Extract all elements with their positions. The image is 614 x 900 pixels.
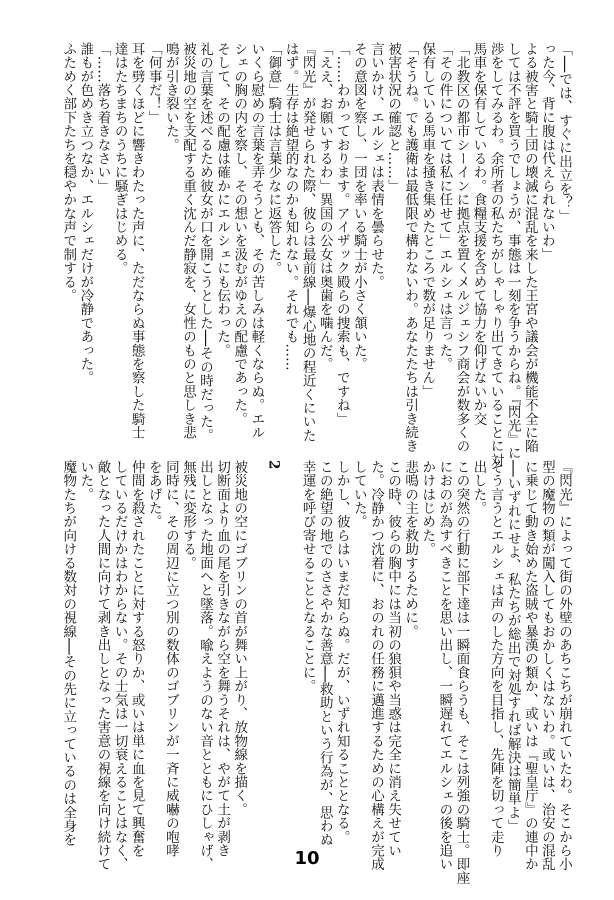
- text-line: 鳴が引き裂いた。: [162, 42, 179, 152]
- top-text-block: [60, 42, 572, 467]
- text-line: [281, 460, 298, 838]
- text-line: 型の魔物の類が闖入してもおかしくはないわ。或いは、治安の混乱: [538, 460, 555, 871]
- text-line: 被災地の空を支配する重く沈んだ静寂を、女性のものと思しき悲: [179, 42, 196, 440]
- text-line: 誰もが色めき立つなか、エルシェだけが冷静であった。: [77, 42, 94, 385]
- text-line: いくら慰めの言葉を弄そうとも、その苦しみは軽くならぬ。エル: [248, 42, 265, 440]
- text-line: 「ええ、お願いするわ」異国の公女は奥歯を噛んだ。: [316, 42, 333, 371]
- text-line: 「御意」騎士は言葉少なに返答した。: [265, 42, 282, 275]
- text-line: しているだけかはわからない。その士気は一切衰えることはなく、: [111, 460, 128, 871]
- text-line: シェの胸の内を察し、その想いを汲むがゆえの配慮であった。: [231, 42, 248, 426]
- text-line: 達はたちまちのうちに騒ぎはじめる。: [111, 42, 128, 275]
- text-line: かけはじめた。: [419, 460, 436, 556]
- text-line: しかし、彼らはいまだ知らぬ。だが、いずれ知ることとなる。: [333, 460, 350, 844]
- page-number: 10: [294, 848, 320, 869]
- text-line: をあげた。: [145, 460, 162, 529]
- text-line: 『閃光』が発せられた際、彼らは最前線──爆心地の程近くにいた: [299, 42, 316, 443]
- text-line: いた。: [77, 460, 94, 502]
- text-line: よる被害と騎士団の壊滅に混乱を来した王宮や議会が機能不全に陥: [521, 42, 538, 453]
- text-line: 馬車を保有しているわ。食糧支援を含めて協力を仰げないか交: [470, 42, 487, 426]
- text-line: 同時に、その周辺に立つ別の数体のゴブリンが一斉に威嚇の咆哮: [162, 460, 179, 858]
- text-line: していた。: [350, 460, 367, 529]
- text-line: この絶望の地でのささやかな善意──救助という行為が、思わぬ: [316, 460, 333, 847]
- text-line: この突然の行動に部下達は一瞬面食らうも、そこは列強の騎士。即座: [453, 460, 470, 885]
- text-line: 被害状況の確認と……」: [385, 42, 402, 193]
- text-line: におのが為すべきことを思い出し、一瞬遅れてエルシェの後を追い: [436, 460, 453, 871]
- text-line: 被災地の空にゴブリンの首が舞い上がり、放物線を描く。: [231, 460, 248, 817]
- text-line: はず。生存は絶望的なのかも知れない。それでも……: [282, 42, 299, 371]
- text-line: 「……落ち着きなさい」: [94, 42, 111, 193]
- text-line: 渉をしてみるわ。余所者の私たちがしゃしゃり出てきていることに対: [487, 42, 504, 467]
- text-line: 「何事だ！」: [145, 42, 162, 125]
- text-line: 言いかけ、エルシェは表情を曇らせた。: [367, 42, 384, 289]
- text-line: 敵となった人間に向けて剥き出しとなった害意の視線を向け続けて: [94, 460, 111, 871]
- text-line: 保有している馬車を掻き集めたところで数が足りません」: [419, 42, 436, 399]
- text-line: った今、背に腹は代えられないわ」: [538, 42, 555, 262]
- text-line: 切断面より血の尾を引きながら空を舞うそれは、やがて土が剥き: [214, 460, 231, 858]
- text-line: その意図を察し、一団を率いる騎士が小さく頷いた。: [350, 42, 367, 371]
- text-line: 出した。: [470, 460, 487, 515]
- text-line: そう言うとエルシェは声のした方向を目指し、先陣を切って走り: [487, 460, 504, 858]
- text-line: た。冷静かつ沈着に、おのれの任務に邁進するための心構えが完成: [367, 460, 384, 871]
- text-line: 出しとなった地面へと墜落。喩えようのない音とともにひしゃげ、: [197, 460, 214, 871]
- text-line: 幸運を呼び寄せることとなることに。: [299, 460, 316, 693]
- text-line: しては不評を買うでしょうが、事態は一刻を争うからね。『閃光』に: [504, 42, 521, 460]
- text-line: 礼の言葉を述べるため彼女が口を開こうとした──その時だった。: [197, 42, 214, 443]
- text-line: 「その件については私に任せて」エルシェは言った。: [436, 42, 453, 371]
- text-line: ──いずれにせよ、私たちが総出で対処すれば解決は簡単よ」: [504, 460, 521, 833]
- text-line: そして、その配慮は確かにエルシェにも伝わった。: [214, 42, 231, 358]
- text-line: 「……わかっております。アイザック殿らの捜索も、ですね」: [333, 42, 350, 426]
- text-line: 悲鳴の主を救助するために。: [402, 460, 419, 639]
- text-line: 「北教区の都市シーインに拠点を置くメルジェシフ商会が数多くの: [453, 42, 470, 453]
- text-line: に乗じて動き始めた盗賊や暴漢の類か、或いは『聖皇庁』の連中か: [521, 460, 538, 871]
- text-line: 「そうね。でも護衛は最低限で構わないわ。あなたたちは引き続き: [402, 42, 419, 453]
- section-heading: 2: [265, 460, 282, 470]
- text-line: 仲間を殺されたことに対する怒りか、或いは単に血を見て興奮を: [128, 460, 145, 858]
- text-line: 耳を劈くほどに響きわたった声に、ただならぬ事態を察した騎士: [128, 42, 145, 440]
- text-line: [247, 460, 264, 838]
- text-line: 魔物たちが向ける数対の視線──その先に立っているのは全身を: [60, 460, 77, 847]
- text-line: 『閃光』によって街の外壁のあちこちが崩れていたわ。そこから小: [556, 460, 572, 871]
- text-line: ふためく部下たちを穏やかな声で制する。: [60, 42, 77, 303]
- text-line: この時、彼らの胸中には当初の狼狽や当惑は完全に消え失せてい: [385, 460, 402, 858]
- text-line: 「──では、すぐに出立を？」: [556, 42, 572, 224]
- text-line: 無残に変形する。: [179, 460, 196, 570]
